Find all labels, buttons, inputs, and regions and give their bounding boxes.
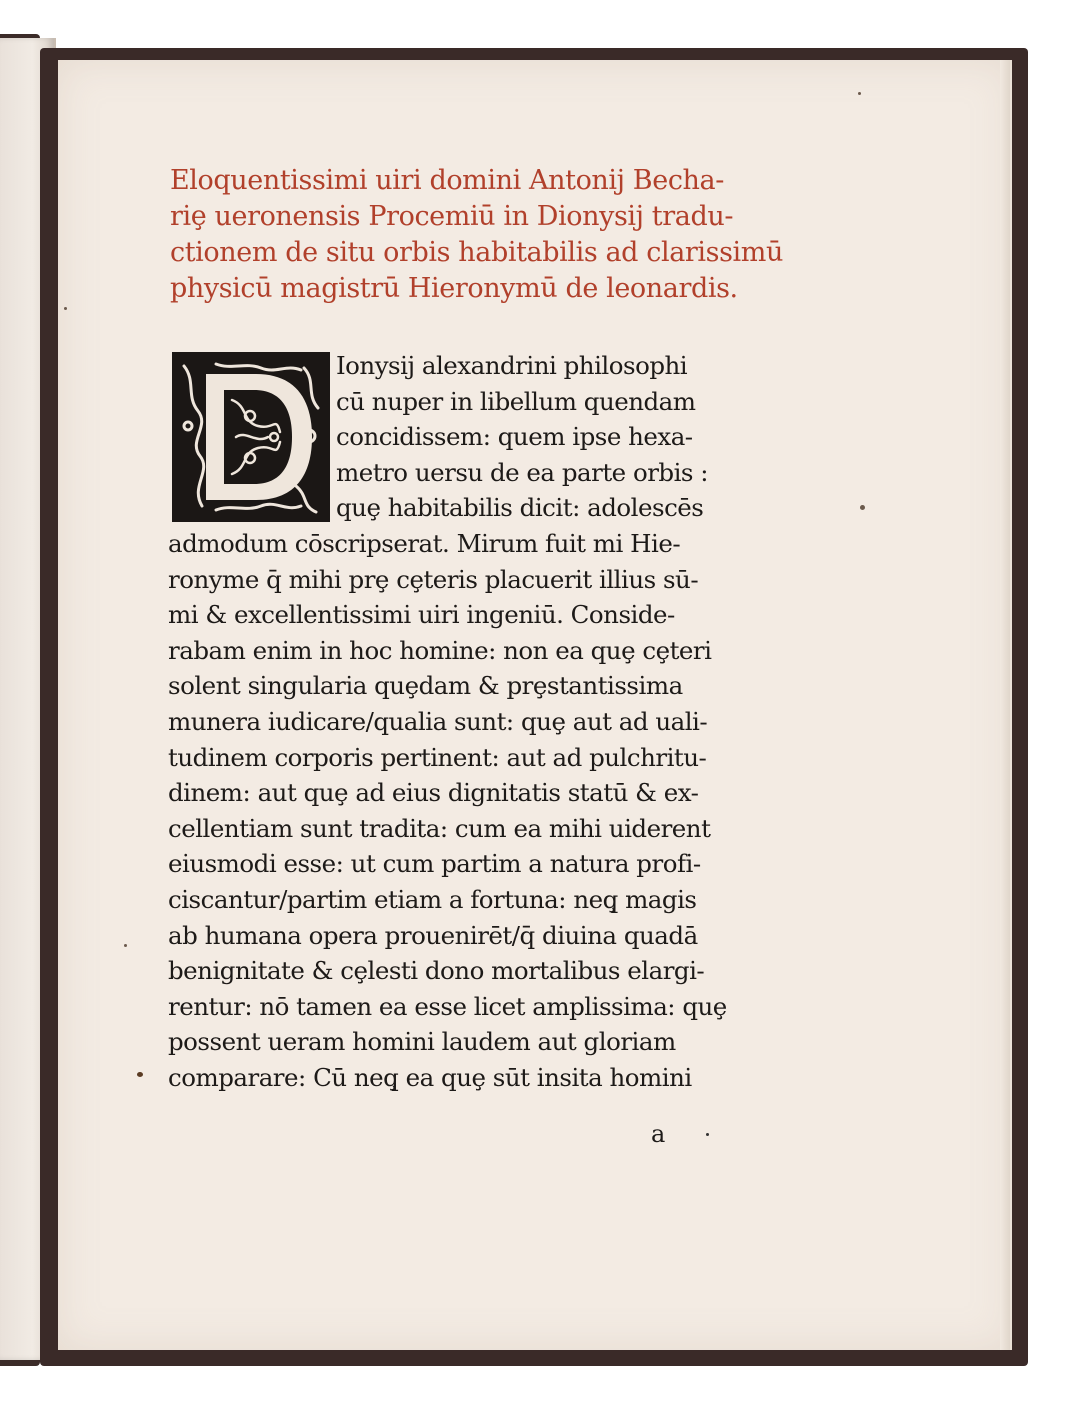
- text-line: eiusmodi esse: ut cum partim a natura profi-: [168, 849, 701, 879]
- rubric-line: ctionem de situ orbis habitabilis ad clarissimū: [170, 237, 783, 268]
- text-line: dinem: aut quȩ ad eius dignitatis statū & ex-: [168, 778, 699, 808]
- paper-speck: [137, 1072, 143, 1077]
- rubric-heading: [170, 163, 783, 307]
- rubric-line: physicū magistrū Hieronymū de leonardis.: [170, 273, 738, 304]
- rubric-line: Eloquentissimi uiri domini Antonij Becha-: [170, 165, 724, 196]
- text-line: benignitate & cȩlesti dono mortalibus elargi-: [168, 956, 705, 986]
- text-line: cū nuper in libellum quendam: [336, 386, 696, 416]
- paper-speck: [706, 1133, 709, 1136]
- paper-speck: [860, 505, 865, 510]
- paper-speck: [124, 944, 127, 947]
- text-line: munera iudicare/qualia sunt: quȩ aut ad uali-: [168, 706, 708, 736]
- text-line: ronyme q̄ mihi prȩ cȩteris placuerit illius sū-: [168, 564, 699, 594]
- text-line: Ionysij alexandrini philosophi: [336, 351, 688, 380]
- text-line: rabam enim in hoc homine: non ea quȩ cȩteri: [168, 635, 712, 665]
- text-line: ciscantur/partim etiam a fortuna: neq̧ magis: [168, 884, 697, 914]
- text-line: admodum cōscripserat. Mirum fuit mi Hie-: [168, 528, 681, 558]
- page-fore-edge: [1000, 60, 1010, 1350]
- text-line: quȩ habitabilis dicit: adolescēs: [336, 493, 704, 523]
- text-line: metro uersu de ea parte orbis :: [336, 457, 709, 487]
- signature-mark: a: [651, 1120, 666, 1148]
- rubric-line: riȩ ueronensis Procemiū in Dionysij tradu-: [170, 201, 734, 232]
- paper-speck: [858, 92, 861, 95]
- body-text: [168, 348, 727, 1095]
- text-line: cellentiam sunt tradita: cum ea mihi uiderent: [168, 813, 711, 843]
- text-line: tudinem corporis pertinent: aut ad pulchritu-: [168, 742, 707, 772]
- text-line: possent ueram homini laudem aut gloriam: [168, 1027, 676, 1057]
- text-line: concidissem: quem ipse hexa-: [336, 422, 693, 452]
- text-line: comparare: Cū neq̧ ea quȩ sūt insita homini: [168, 1062, 692, 1092]
- paper-speck: [64, 307, 67, 310]
- text-line: mi & excellentissimi uiri ingeniū. Conside-: [168, 600, 675, 630]
- text-line: rentur: nō tamen ea esse licet amplissima: quȩ: [168, 991, 727, 1021]
- text-line: ab humana opera prouenirēt/q̄ diuina quadā: [168, 920, 698, 950]
- text-line: solent singularia quȩdam & prȩstantissima: [168, 671, 683, 701]
